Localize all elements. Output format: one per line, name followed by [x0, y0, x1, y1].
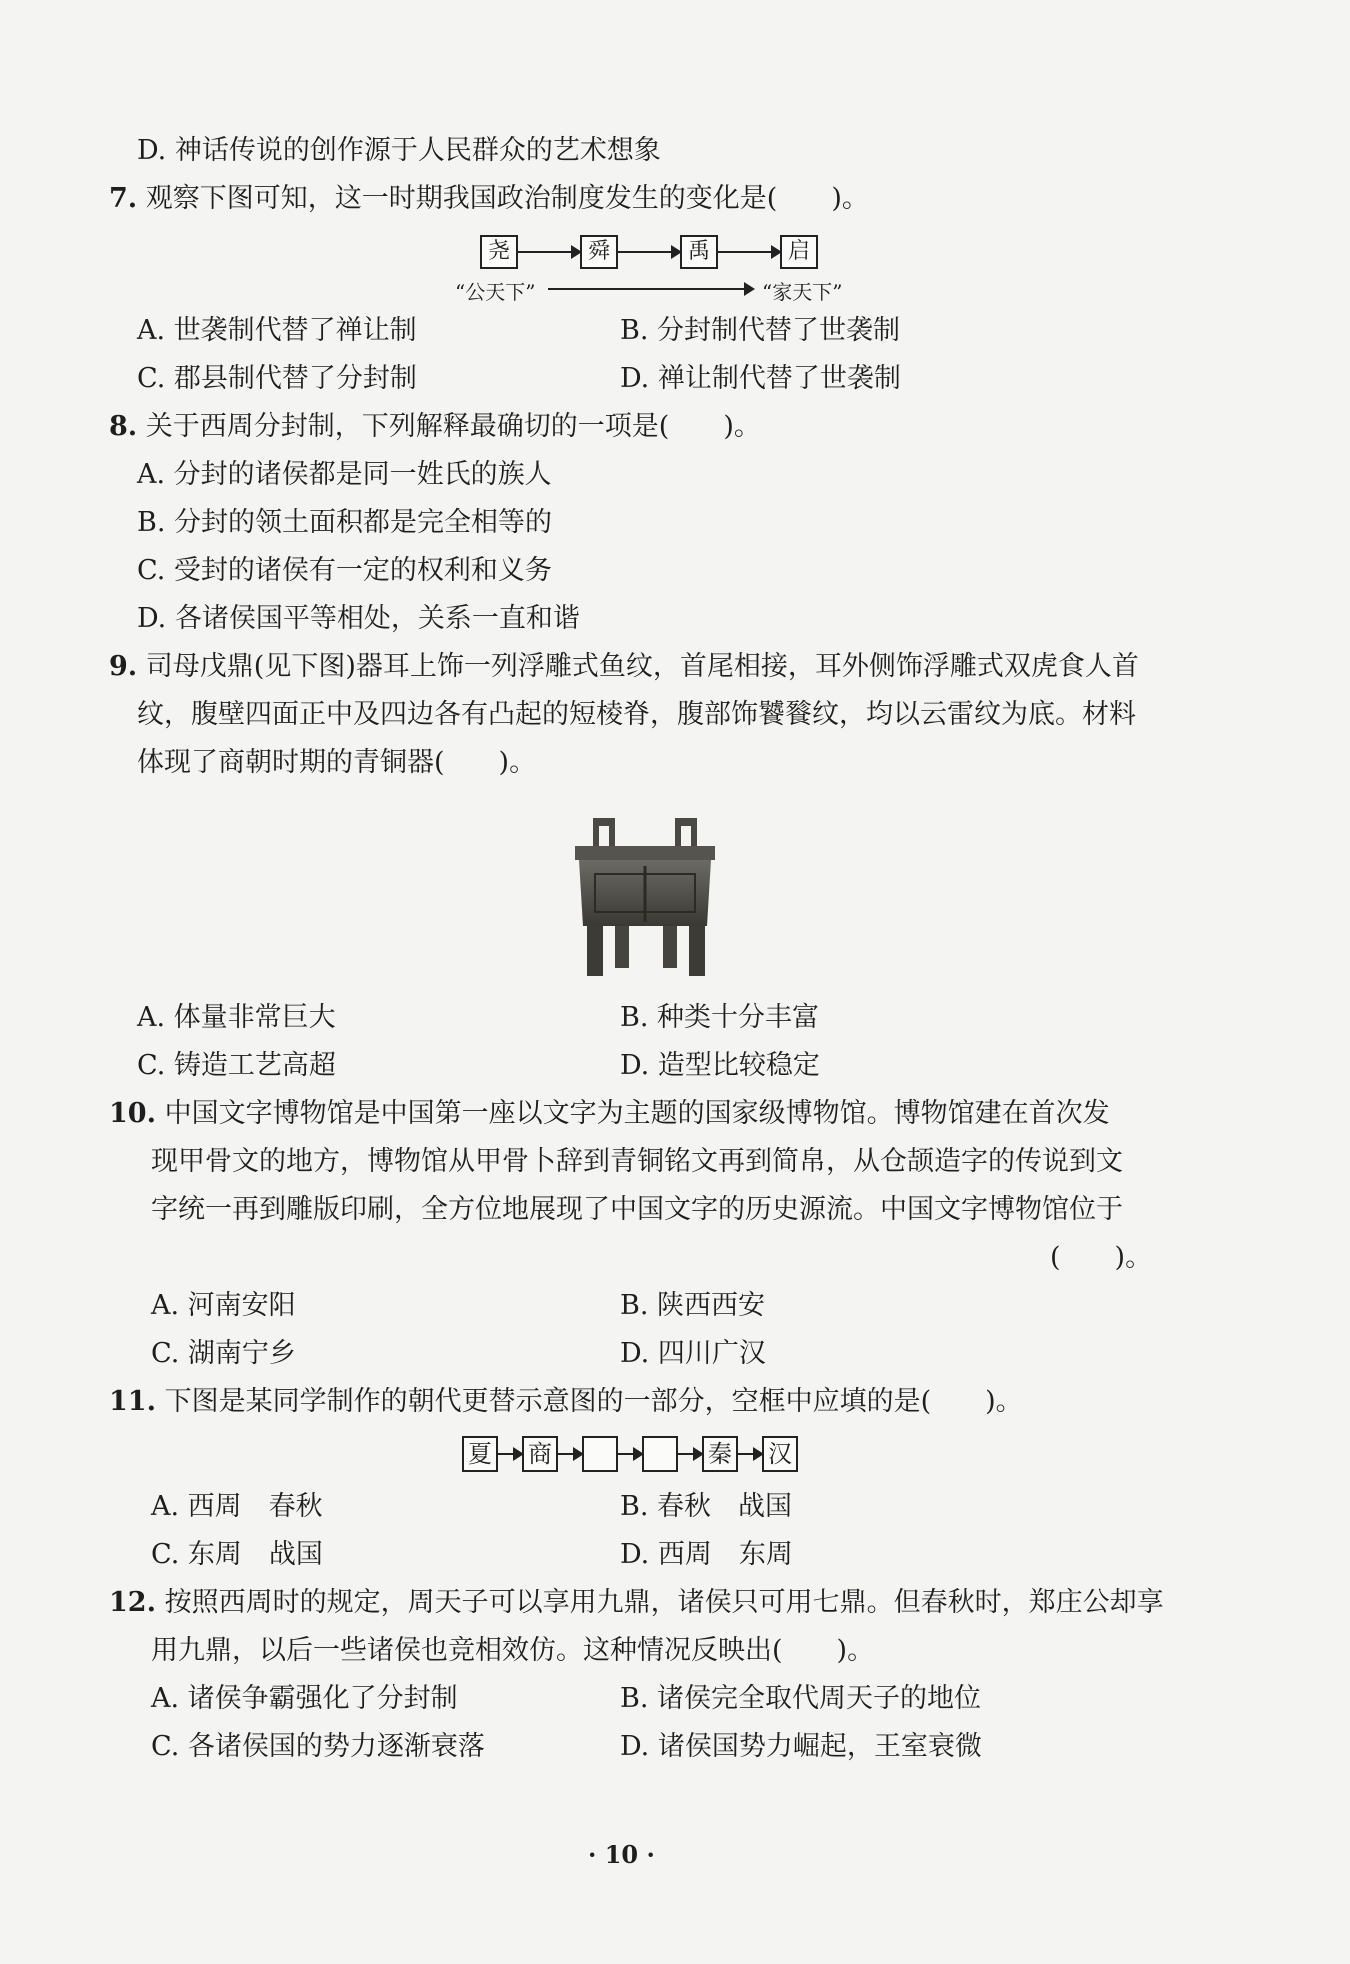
q8-number: 8. [109, 411, 138, 442]
q12-option-d: D. 诸侯国势力崛起，王室衰微 [620, 1731, 982, 1762]
arrow-icon [558, 1453, 582, 1455]
q10-stem-line1 [109, 1094, 1110, 1134]
q12-option-a: A. 诸侯争霸强化了分封制 [151, 1683, 458, 1714]
q12-number: 12. [109, 1587, 156, 1618]
q9-option-b: B. 种类十分丰富 [620, 1002, 820, 1033]
q7-right-label: “家天下” [762, 280, 843, 304]
q7-option-a: A. 世袭制代替了禅让制 [137, 315, 417, 346]
q7-succession-diagram [480, 235, 818, 269]
q12-stem-line2: 用九鼎，以后一些诸侯也竞相效仿。这种情况反映出( )。 [151, 1635, 875, 1666]
q9-line1-text: 司母戊鼎(见下图)器耳上饰一列浮雕式鱼纹，首尾相接，耳外侧饰浮雕式双虎食人首 [145, 651, 1139, 682]
q7-option-c: C. 郡县制代替了分封制 [137, 363, 417, 394]
q8-option-a: A. 分封的诸侯都是同一姓氏的族人 [137, 459, 552, 490]
q10-stem-line2: 现甲骨文的地方，博物馆从甲骨卜辞到青铜铭文再到简帛，从仓颉造字的传说到文 [151, 1146, 1123, 1177]
q10-option-b: B. 陕西西安 [620, 1290, 766, 1321]
arrow-icon [678, 1453, 702, 1455]
arrow-icon [518, 251, 580, 253]
q12-option-c: C. 各诸侯国的势力逐渐衰落 [151, 1731, 485, 1762]
q6-option-d: D. 神话传说的创作源于人民群众的艺术想象 [137, 135, 661, 166]
q8-option-c: C. 受封的诸侯有一定的权利和义务 [137, 555, 552, 586]
q7-option-b: B. 分封制代替了世袭制 [620, 315, 901, 346]
q10-option-d: D. 四川广汉 [620, 1338, 766, 1369]
q11-option-a: A. 西周 春秋 [151, 1491, 323, 1522]
q7-number: 7. [109, 183, 138, 214]
q10-option-a: A. 河南安阳 [151, 1290, 296, 1321]
q11-dynasty-diagram [462, 1436, 798, 1472]
q11-box-xia: 夏 [462, 1436, 498, 1472]
q7-stem [109, 179, 869, 219]
q12-stem-line1 [109, 1583, 1164, 1623]
q9-number: 9. [109, 651, 138, 682]
q11-stem-text: 下图是某同学制作的朝代更替示意图的一部分，空框中应填的是( )。 [164, 1386, 1023, 1417]
q10-option-c: C. 湖南宁乡 [151, 1338, 296, 1369]
q9-option-a: A. 体量非常巨大 [137, 1002, 336, 1033]
arrow-icon [498, 1453, 522, 1455]
q10-stem-line3: 字统一再到雕版印刷，全方位地展现了中国文字的历史源流。中国文字博物馆位于 [151, 1194, 1123, 1225]
arrow-icon [718, 251, 780, 253]
q11-box-shang: 商 [522, 1436, 558, 1472]
q9-stem-line1 [109, 647, 1139, 687]
q11-option-b: B. 春秋 战国 [620, 1491, 793, 1522]
q12-line1-text: 按照西周时的规定，周天子可以享用九鼎，诸侯只可用七鼎。但春秋时，郑庄公却享 [164, 1587, 1164, 1618]
q10-number: 10. [109, 1098, 156, 1129]
q11-stem [109, 1382, 1023, 1422]
q10-line1-text: 中国文字博物馆是中国第一座以文字为主题的国家级博物馆。博物馆建在首次发 [164, 1098, 1110, 1129]
long-arrow-icon [548, 288, 753, 290]
q11-box-qin: 秦 [702, 1436, 738, 1472]
q7-box-qi: 启 [780, 235, 818, 269]
simuwu-ding-image [565, 810, 725, 980]
q7-option-d: D. 禅让制代替了世袭制 [620, 363, 901, 394]
arrow-icon [618, 1453, 642, 1455]
q8-stem-text: 关于西周分封制，下列解释最确切的一项是( )。 [145, 411, 761, 442]
q11-option-d: D. 西周 东周 [620, 1539, 793, 1570]
arrow-icon [618, 251, 680, 253]
q7-box-yao: 尧 [480, 235, 518, 269]
q8-stem [109, 407, 761, 447]
arrow-icon [738, 1453, 762, 1455]
q9-option-d: D. 造型比较稳定 [620, 1050, 820, 1081]
q9-option-c: C. 铸造工艺高超 [137, 1050, 336, 1081]
q9-stem-line2: 纹，腹壁四面正中及四边各有凸起的短棱脊，腹部饰饕餮纹，均以云雷纹为底。材料 [137, 699, 1136, 730]
q7-box-shun: 舜 [580, 235, 618, 269]
q11-number: 11. [109, 1386, 156, 1417]
page-number: · 10 · [588, 1840, 655, 1869]
q11-box-blank-1 [582, 1436, 618, 1472]
q7-stem-text: 观察下图可知，这一时期我国政治制度发生的变化是( )。 [145, 183, 869, 214]
q8-option-d: D. 各诸侯国平等相处，关系一直和谐 [137, 603, 580, 634]
q11-box-han: 汉 [762, 1436, 798, 1472]
q8-option-b: B. 分封的领土面积都是完全相等的 [137, 507, 553, 538]
q7-left-label: “公天下” [455, 280, 536, 304]
q12-option-b: B. 诸侯完全取代周天子的地位 [620, 1683, 982, 1714]
q11-box-blank-2 [642, 1436, 678, 1472]
q11-option-c: C. 东周 战国 [151, 1539, 323, 1570]
q10-answer-bracket: ( )。 [1050, 1242, 1153, 1273]
q7-box-yu: 禹 [680, 235, 718, 269]
q9-stem-line3: 体现了商朝时期的青铜器( )。 [137, 747, 537, 778]
